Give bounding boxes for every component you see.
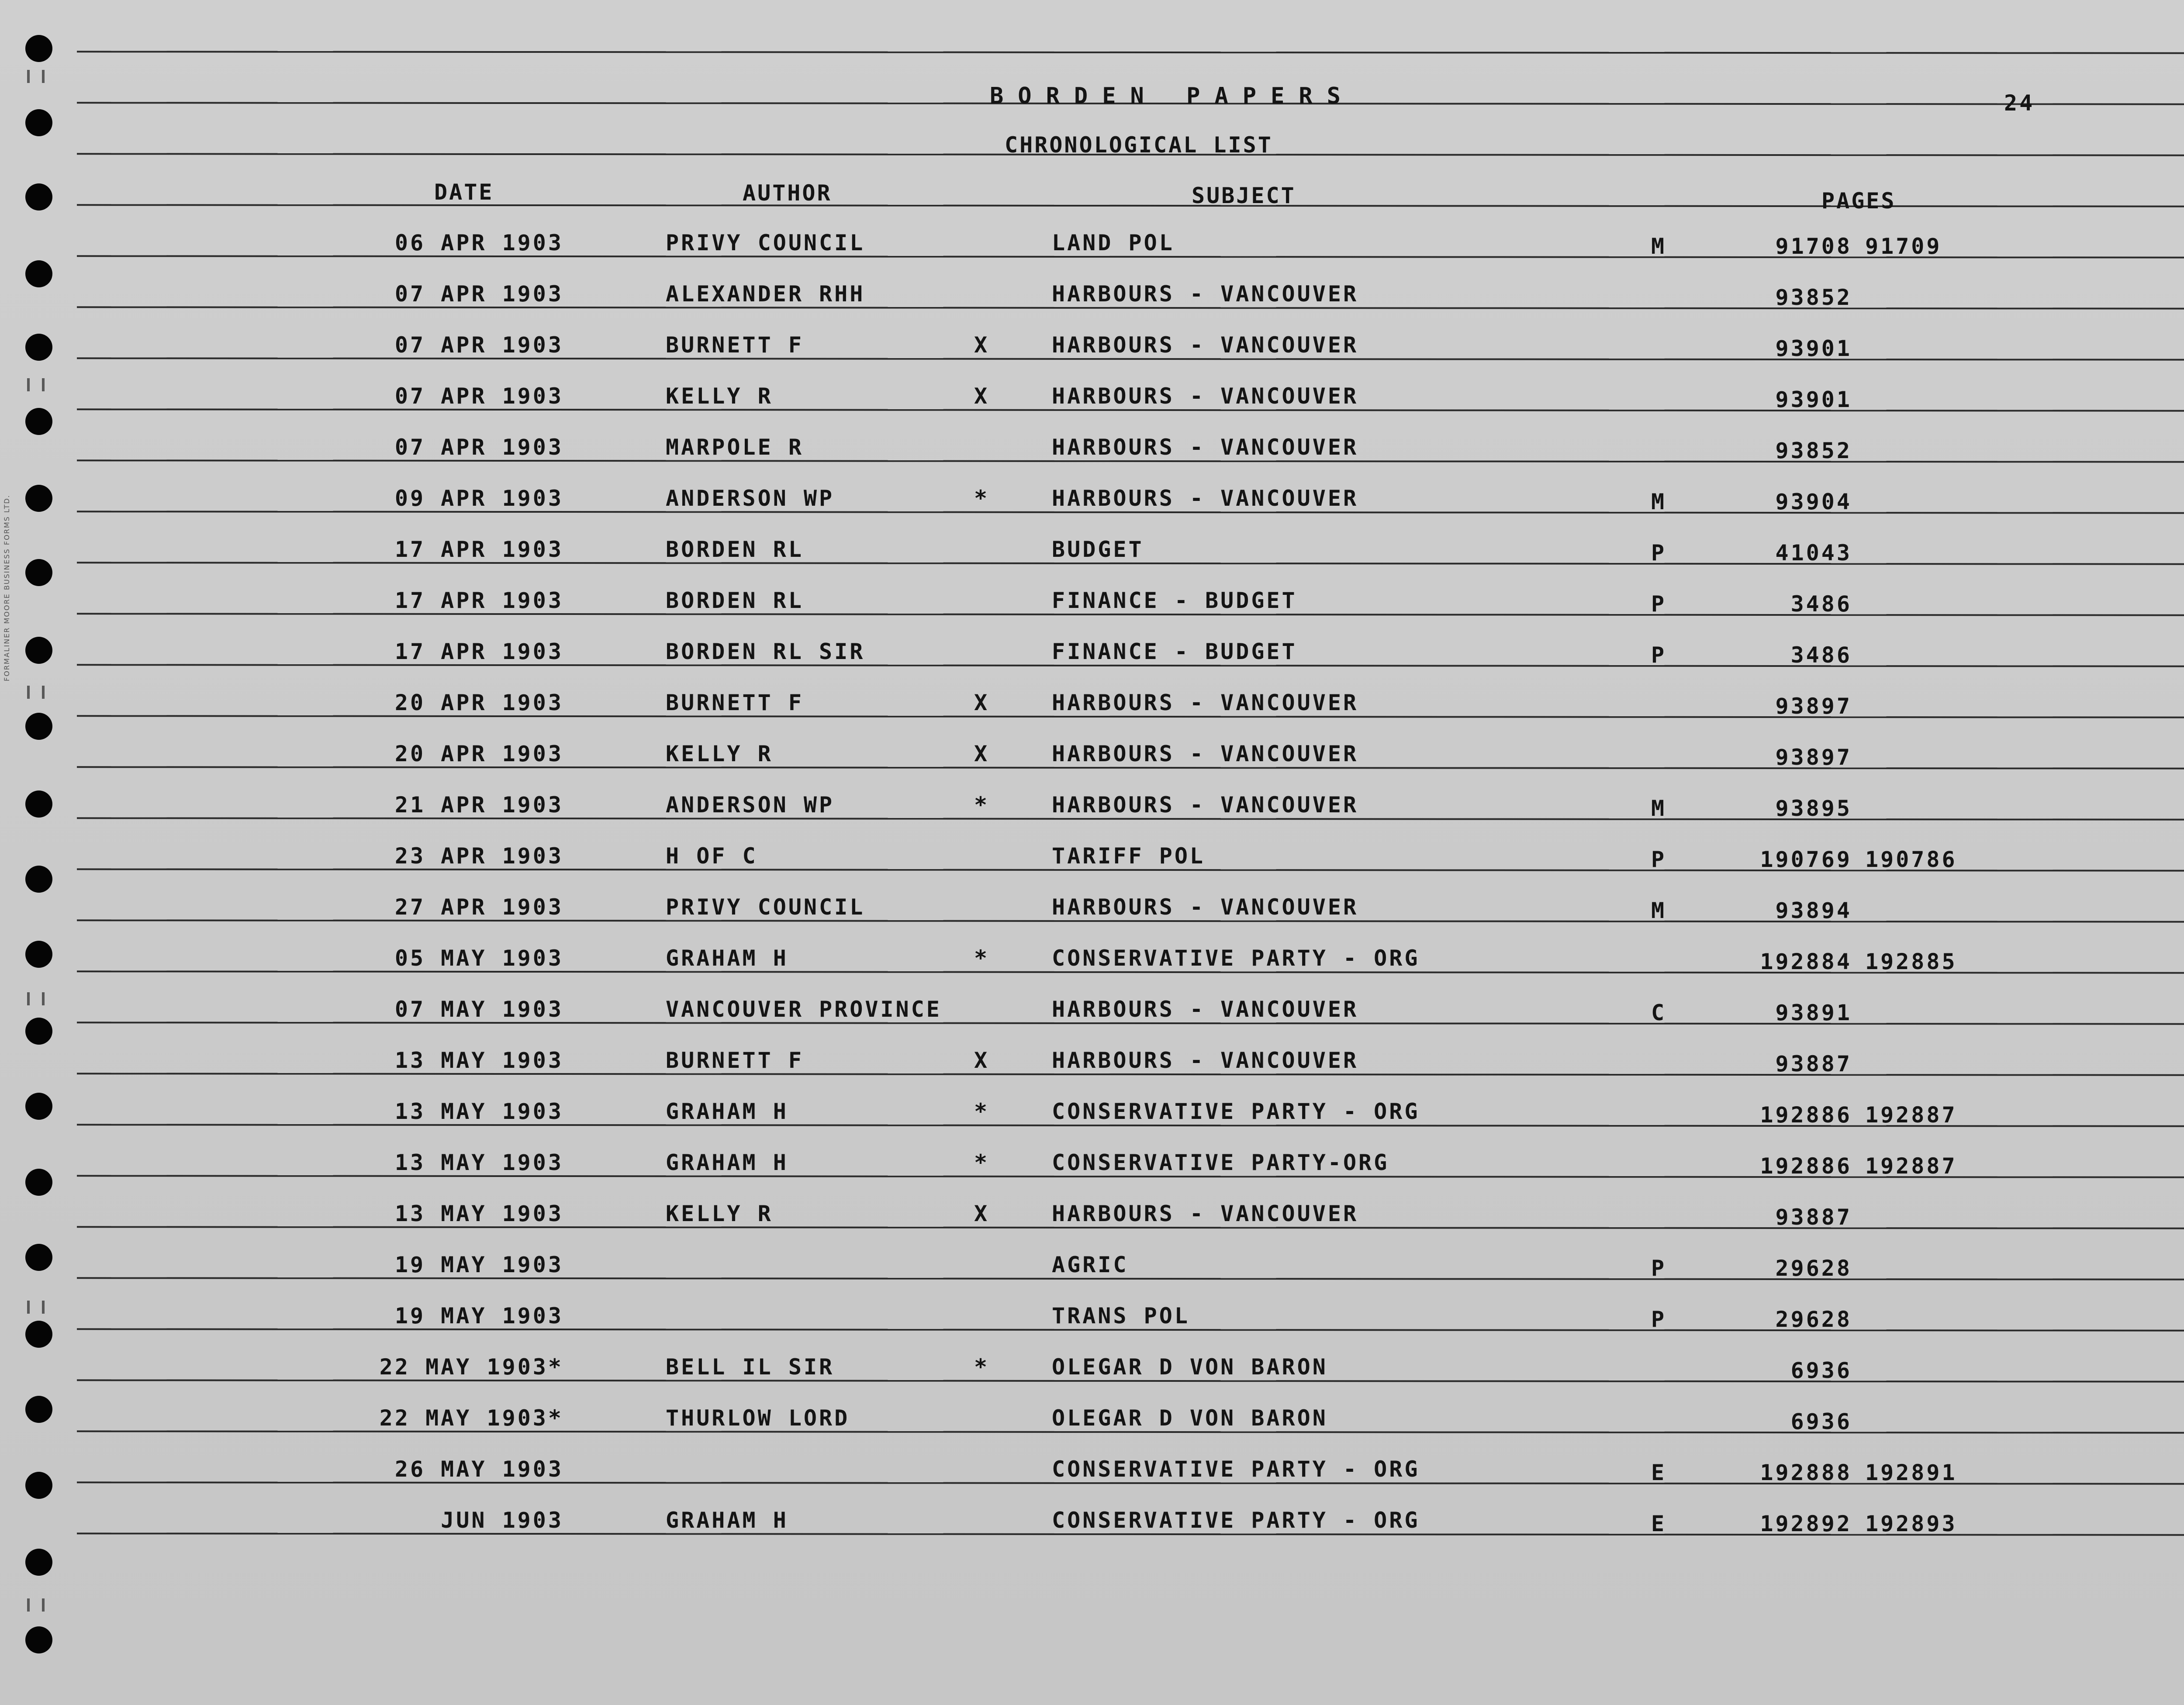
cell-author: ANDERSON WP [666, 792, 835, 818]
column-header-subject: SUBJECT [1192, 183, 1296, 208]
feed-hole [25, 866, 52, 893]
table-row [0, 1303, 2184, 1332]
cell-subject: HARBOURS - VANCOUVER [1052, 894, 1359, 920]
cell-subject: HARBOURS - VANCOUVER [1052, 997, 1359, 1022]
cell-author: KELLY R [666, 741, 773, 766]
cell-author: MARPOLE R [666, 435, 804, 460]
cell-author: BURNETT F [666, 332, 804, 358]
table-row [0, 690, 2184, 719]
cell-subject: CONSERVATIVE PARTY - ORG [1052, 946, 1420, 971]
cell-author: BURNETT F [666, 690, 804, 715]
cell-page1: 6936 [1790, 1409, 1852, 1434]
cell-flag: * [974, 1354, 990, 1380]
feed-hole [25, 408, 52, 435]
cell-page1: 93895 [1775, 796, 1852, 821]
table-row [0, 792, 2184, 821]
cell-author: GRAHAM H [666, 1099, 788, 1124]
table-row [0, 1149, 2184, 1179]
cell-flag: X [974, 1201, 990, 1226]
cell-date: 20 APR 1903 [394, 690, 563, 715]
cell-code: E [1651, 1460, 1667, 1485]
cell-date: 13 MAY 1903 [394, 1048, 563, 1073]
cell-author: VANCOUVER PROVINCE [666, 997, 942, 1022]
table-row [0, 1405, 2184, 1434]
cell-page2: 192893 [1865, 1511, 1957, 1536]
cell-author: H OF C [666, 843, 758, 869]
table-row [0, 332, 2184, 361]
cell-subject: FINANCE - BUDGET [1052, 639, 1297, 664]
cell-subject: HARBOURS - VANCOUVER [1052, 435, 1359, 460]
document-title: BORDEN PAPERS [990, 83, 1355, 109]
cell-page1: 93897 [1775, 745, 1852, 770]
ruled-line [77, 51, 2184, 54]
cell-flag: * [974, 946, 990, 971]
cell-date: 26 MAY 1903 [394, 1456, 563, 1482]
cell-author: GRAHAM H [666, 1150, 788, 1175]
cell-page1: 93897 [1775, 694, 1852, 719]
cell-author: PRIVY COUNCIL [666, 230, 865, 255]
table-row [0, 843, 2184, 872]
cell-code: P [1651, 1256, 1667, 1281]
cell-code: P [1651, 642, 1667, 668]
cell-flag: X [974, 741, 990, 766]
column-header-date: DATE [434, 179, 494, 205]
column-header-author: AUTHOR [743, 180, 832, 206]
feed-hole [25, 559, 52, 586]
feed-hole [25, 1626, 52, 1653]
table-row [0, 1354, 2184, 1383]
cell-author: GRAHAM H [666, 946, 788, 971]
cell-page1: 190769 [1760, 847, 1852, 872]
cell-author: BURNETT F [666, 1048, 804, 1073]
cell-subject: HARBOURS - VANCOUVER [1052, 690, 1359, 715]
cell-date: 13 MAY 1903 [394, 1099, 563, 1124]
table-row [0, 894, 2184, 923]
cell-subject: CONSERVATIVE PARTY-ORG [1052, 1150, 1389, 1175]
table-row [0, 741, 2184, 770]
cell-page1: 93891 [1775, 1000, 1852, 1025]
cell-code: M [1651, 796, 1667, 821]
cell-author: KELLY R [666, 1201, 773, 1226]
cell-page1: 3486 [1790, 642, 1852, 668]
cell-code: E [1651, 1511, 1667, 1536]
cell-flag: * [974, 792, 990, 818]
cell-page1: 93887 [1775, 1051, 1852, 1077]
table-row [0, 434, 2184, 463]
cell-date: 05 MAY 1903 [394, 946, 563, 971]
cell-page1: 91708 [1775, 234, 1852, 259]
feed-hole [25, 109, 52, 136]
cell-code: M [1651, 234, 1667, 259]
cell-flag: * [974, 1099, 990, 1124]
table-row [0, 281, 2184, 310]
cell-date: 17 APR 1903 [394, 588, 563, 613]
table-row [0, 485, 2184, 514]
cell-author: ALEXANDER RHH [666, 281, 865, 307]
cell-flag: X [974, 383, 990, 409]
list-subtitle: CHRONOLOGICAL LIST [1005, 132, 1273, 158]
cell-subject: CONSERVATIVE PARTY - ORG [1052, 1456, 1420, 1482]
cell-date: 17 APR 1903 [394, 537, 563, 562]
cell-page1: 192892 [1760, 1511, 1852, 1536]
cell-page1: 192888 [1760, 1460, 1852, 1485]
cell-subject: AGRIC [1052, 1252, 1129, 1277]
cell-page1: 93901 [1775, 387, 1852, 412]
cell-subject: BUDGET [1052, 537, 1144, 562]
cell-code: P [1651, 591, 1667, 617]
cell-code: P [1651, 1307, 1667, 1332]
cell-author: KELLY R [666, 383, 773, 409]
fold-mark [27, 70, 45, 83]
cell-flag: * [974, 486, 990, 511]
cell-date: 19 MAY 1903 [394, 1303, 563, 1329]
feed-hole [25, 183, 52, 211]
cell-date: 17 APR 1903 [394, 639, 563, 664]
cell-page1: 192886 [1760, 1153, 1852, 1179]
page-number: 24 [2004, 90, 2035, 116]
cell-subject: CONSERVATIVE PARTY - ORG [1052, 1099, 1420, 1124]
cell-code: M [1651, 898, 1667, 923]
cell-page1: 6936 [1790, 1358, 1852, 1383]
table-row [0, 230, 2184, 259]
feed-hole [25, 713, 52, 740]
cell-subject: CONSERVATIVE PARTY - ORG [1052, 1508, 1420, 1533]
table-row [0, 1098, 2184, 1128]
cell-subject: HARBOURS - VANCOUVER [1052, 741, 1359, 766]
cell-date: 20 APR 1903 [394, 741, 563, 766]
cell-subject: HARBOURS - VANCOUVER [1052, 792, 1359, 818]
cell-flag: X [974, 332, 990, 358]
cell-page1: 29628 [1775, 1256, 1852, 1281]
cell-page2: 192885 [1865, 949, 1957, 974]
margin-imprint: FORMALINER MOORE BUSINESS FORMS LTD. [3, 494, 11, 681]
cell-subject: OLEGAR D VON BARON [1052, 1354, 1328, 1380]
cell-page1: 93887 [1775, 1205, 1852, 1230]
cell-date: 06 APR 1903 [394, 230, 563, 255]
cell-date: 07 APR 1903 [394, 281, 563, 307]
cell-flag: * [974, 1150, 990, 1175]
cell-subject: TARIFF POL [1052, 843, 1206, 869]
cell-page2: 190786 [1865, 847, 1957, 872]
cell-subject: HARBOURS - VANCOUVER [1052, 1048, 1359, 1073]
table-row [0, 1047, 2184, 1077]
cell-subject: HARBOURS - VANCOUVER [1052, 281, 1359, 307]
cell-page2: 192891 [1865, 1460, 1957, 1485]
table-row [0, 996, 2184, 1025]
cell-author: GRAHAM H [666, 1508, 788, 1533]
cell-page2: 192887 [1865, 1102, 1957, 1128]
cell-page1: 93852 [1775, 285, 1852, 310]
table-row [0, 1507, 2184, 1536]
cell-date: 22 MAY 1903* [379, 1405, 563, 1431]
cell-page1: 41043 [1775, 540, 1852, 566]
cell-date: 07 APR 1903 [394, 435, 563, 460]
cell-subject: FINANCE - BUDGET [1052, 588, 1297, 613]
cell-date: 19 MAY 1903 [394, 1252, 563, 1277]
cell-date: 07 APR 1903 [394, 332, 563, 358]
cell-subject: TRANS POL [1052, 1303, 1190, 1329]
cell-author: THURLOW LORD [666, 1405, 850, 1431]
cell-date: 07 MAY 1903 [394, 997, 563, 1022]
cell-flag: X [974, 690, 990, 715]
cell-subject: HARBOURS - VANCOUVER [1052, 486, 1359, 511]
cell-date: 27 APR 1903 [394, 894, 563, 920]
table-row [0, 945, 2184, 974]
cell-date: 09 APR 1903 [394, 486, 563, 511]
cell-date: 13 MAY 1903 [394, 1150, 563, 1175]
cell-subject: LAND POL [1052, 230, 1175, 255]
feed-hole [25, 1549, 52, 1576]
cell-date: 22 MAY 1903* [379, 1354, 563, 1380]
cell-page1: 93894 [1775, 898, 1852, 923]
cell-subject: OLEGAR D VON BARON [1052, 1405, 1328, 1431]
table-row [0, 587, 2184, 617]
fold-mark [27, 1598, 45, 1612]
cell-page1: 93904 [1775, 489, 1852, 514]
cell-subject: HARBOURS - VANCOUVER [1052, 1201, 1359, 1226]
cell-date: JUN 1903 [441, 1508, 563, 1533]
cell-date: 13 MAY 1903 [394, 1201, 563, 1226]
table-row [0, 1456, 2184, 1485]
cell-date: 23 APR 1903 [394, 843, 563, 869]
cell-subject: HARBOURS - VANCOUVER [1052, 332, 1359, 358]
table-row [0, 639, 2184, 668]
table-row [0, 383, 2184, 412]
cell-author: PRIVY COUNCIL [666, 894, 865, 920]
cell-author: BORDEN RL SIR [666, 639, 865, 664]
cell-author: BORDEN RL [666, 537, 804, 562]
cell-author: BORDEN RL [666, 588, 804, 613]
cell-date: 21 APR 1903 [394, 792, 563, 818]
cell-page1: 192886 [1760, 1102, 1852, 1128]
cell-code: P [1651, 540, 1667, 566]
cell-code: P [1651, 847, 1667, 872]
cell-page1: 29628 [1775, 1307, 1852, 1332]
cell-author: BELL IL SIR [666, 1354, 835, 1380]
column-header-pages: PAGES [1821, 188, 1896, 214]
cell-code: C [1651, 1000, 1667, 1025]
table-row [0, 536, 2184, 566]
cell-page1: 192884 [1760, 949, 1852, 974]
feed-hole [25, 35, 52, 62]
cell-flag: X [974, 1048, 990, 1073]
cell-page2: 91709 [1865, 234, 1942, 259]
cell-page1: 3486 [1790, 591, 1852, 617]
cell-page1: 93901 [1775, 336, 1852, 361]
cell-code: M [1651, 489, 1667, 514]
table-row [0, 1201, 2184, 1230]
cell-page1: 93852 [1775, 438, 1852, 463]
cell-subject: HARBOURS - VANCOUVER [1052, 383, 1359, 409]
table-row [0, 1252, 2184, 1281]
cell-page2: 192887 [1865, 1153, 1957, 1179]
cell-author: ANDERSON WP [666, 486, 835, 511]
cell-date: 07 APR 1903 [394, 383, 563, 409]
